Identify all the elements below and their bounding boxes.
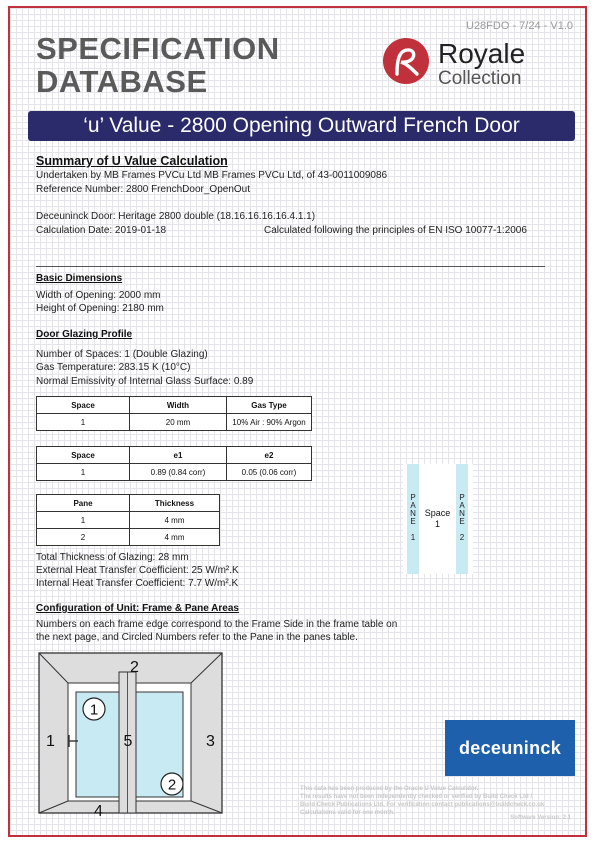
summary-reference: Reference Number: 2800 FrenchDoor_OpenOut bbox=[36, 184, 251, 195]
glazing-gas-temperature: Gas Temperature: 283.15 K (10°C) bbox=[36, 362, 191, 373]
table-row bbox=[37, 512, 220, 529]
brand-name: Royale bbox=[438, 38, 526, 69]
deceuninck-logo: deceuninck bbox=[445, 720, 575, 776]
table-header: Pane bbox=[37, 495, 130, 512]
table-cell: 1 bbox=[37, 464, 130, 481]
table-header: Gas Type bbox=[227, 397, 312, 414]
table-header: Space bbox=[37, 447, 130, 464]
configuration-text-2: the next page, and Circled Numbers refer to the Pane in the panes table. bbox=[36, 632, 358, 643]
summary-principles: Calculated following the principles of EN ISO 10077-1:2006 bbox=[264, 225, 527, 236]
basic-height: Height of Opening: 2180 mm bbox=[36, 303, 164, 314]
emissivity-table bbox=[36, 446, 312, 481]
table-row bbox=[37, 414, 312, 431]
frame-edge-3: 3 bbox=[206, 733, 215, 750]
glazing-total-thickness: Total Thickness of Glazing: 28 mm bbox=[36, 552, 189, 563]
pane-2-label: P A N E 2 bbox=[459, 493, 465, 542]
table-row bbox=[37, 529, 220, 546]
table-cell: 0.05 (0.06 corr) bbox=[227, 464, 312, 481]
space-gas-table bbox=[36, 396, 312, 431]
pane-thickness-table bbox=[36, 494, 220, 546]
space-number: 1 bbox=[434, 519, 440, 529]
frame-edge-1: 1 bbox=[46, 733, 55, 750]
table-header: e1 bbox=[130, 447, 227, 464]
configuration-text-1: Numbers on each frame edge correspond to the Frame Side in the frame table on bbox=[36, 619, 398, 630]
table-cell: 4 mm bbox=[130, 529, 220, 546]
document-code: U28FDO - 7/24 - V1.0 bbox=[466, 20, 573, 32]
glazing-profile-heading: Door Glazing Profile bbox=[36, 329, 133, 340]
frame-diagram bbox=[36, 650, 226, 820]
table-cell: 4 mm bbox=[130, 512, 220, 529]
table-header: Thickness bbox=[130, 495, 220, 512]
frame-edge-2: 2 bbox=[130, 659, 139, 676]
summary-date: Calculation Date: 2019-01-18 bbox=[36, 225, 167, 236]
table-header: Space bbox=[37, 397, 130, 414]
glazing-external-coefficient: External Heat Transfer Coefficient: 25 W/m².K bbox=[36, 565, 239, 576]
disclaimer bbox=[300, 785, 570, 817]
summary-undertaken: Undertaken by MB Frames PVCu Ltd MB Frames PVCu Ltd, of 43-0011009086 bbox=[36, 170, 388, 181]
table-cell: 1 bbox=[37, 512, 130, 529]
summary-heading: Summary of U Value Calculation bbox=[36, 154, 228, 168]
page-title-banner: ‘u’ Value - 2800 Opening Outward French Door bbox=[28, 111, 575, 141]
space-label: Space bbox=[424, 508, 451, 518]
divider bbox=[36, 266, 545, 267]
table-header: e2 bbox=[227, 447, 312, 464]
glazing-emissivity: Normal Emissivity of Internal Glass Surface: 0.89 bbox=[36, 376, 254, 387]
configuration-heading: Configuration of Unit: Frame & Pane Areas bbox=[36, 603, 239, 614]
table-header-row bbox=[37, 447, 312, 464]
table-header: Width bbox=[130, 397, 227, 414]
disclaimer-line: This data has been produced by the Oracle U Value Calculator. bbox=[300, 786, 479, 792]
disclaimer-line: Build Check Publications Ltd. For verification contact publications@buildcheck.co.uk bbox=[300, 802, 545, 808]
table-header-row bbox=[37, 495, 220, 512]
disclaimer-line: Calculations valid for one month. bbox=[300, 810, 395, 816]
glazing-spaces: Number of Spaces: 1 (Double Glazing) bbox=[36, 349, 208, 360]
royale-logo-icon bbox=[383, 38, 429, 84]
disclaimer-line: The results have not been independently checked or verified by Build Check Ltd / bbox=[300, 794, 533, 800]
table-cell: 10% Air : 90% Argon bbox=[227, 414, 312, 431]
table-cell: 1 bbox=[37, 414, 130, 431]
frame-edge-5: 5 bbox=[123, 733, 133, 750]
table-cell: 0.89 (0.84 corr) bbox=[130, 464, 227, 481]
pane-1-number: 1 bbox=[89, 701, 99, 719]
summary-door: Deceuninck Door: Heritage 2800 double (18.16.16.16.16.4.1.1) bbox=[36, 211, 316, 222]
basic-dimensions-heading: Basic Dimensions bbox=[36, 273, 123, 284]
table-row bbox=[37, 464, 312, 481]
pane-2-number: 2 bbox=[167, 776, 177, 794]
pane-1-label: P A N E 1 bbox=[410, 493, 416, 542]
spec-sheet bbox=[8, 6, 587, 837]
title-line-1: SPECIFICATION bbox=[36, 31, 280, 66]
table-cell: 20 mm bbox=[130, 414, 227, 431]
frame-edge-4: 4 bbox=[94, 803, 103, 820]
glazing-internal-coefficient: Internal Heat Transfer Coefficient: 7.7 W/m².K bbox=[36, 578, 239, 589]
software-version: Software Version: 2.1 bbox=[510, 815, 571, 821]
table-header-row bbox=[37, 397, 312, 414]
title-line-2: DATABASE bbox=[36, 64, 208, 99]
brand-subtitle: Collection bbox=[438, 68, 522, 89]
basic-width: Width of Opening: 2000 mm bbox=[36, 290, 161, 301]
table-cell: 2 bbox=[37, 529, 130, 546]
